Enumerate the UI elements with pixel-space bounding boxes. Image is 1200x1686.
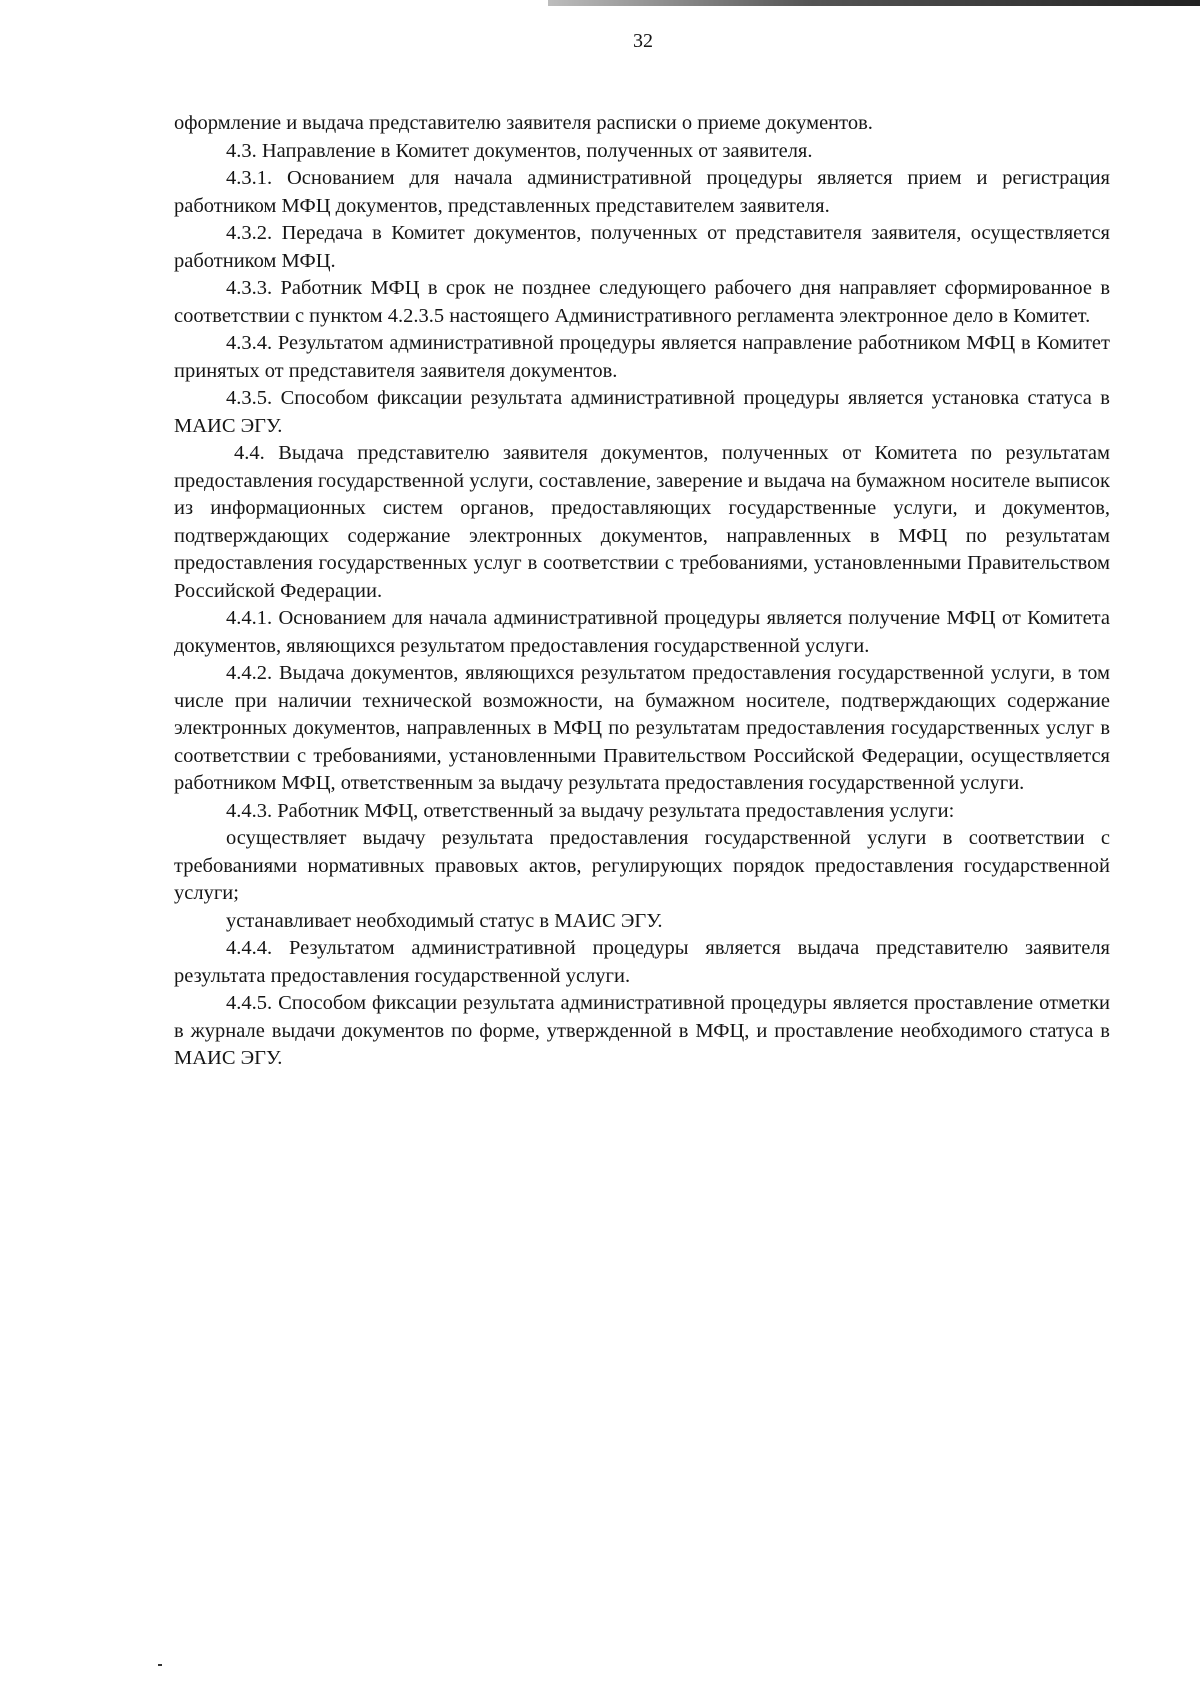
paragraph-4-4-3-item-1: осуществляет выдачу результата предоставления государственной услуги в соответствии с требованиями нормативных правовых актов, регулирующих порядок предоставления государственной услуги; bbox=[174, 827, 1110, 904]
scan-edge-bar bbox=[548, 0, 1200, 6]
paragraph-4-4-1: 4.4.1. Основанием для начала административной процедуры является получение МФЦ от Комитета документов, являющихся результатом предоставления государственной услуги. bbox=[174, 607, 1110, 657]
paragraph-4-4-2: 4.4.2. Выдача документов, являющихся результатом предоставления государственной услуги, в том числе при наличии технической возможности, на бумажном носителе, подтверждающих содержание электронных документов, направленных в МФЦ по результатам предоставления государственных услуг в соответствии с требованиями, установленными Правительством Российской Федерации, осуществляется работником МФЦ, ответственным за выдачу результата предоставления государственной услуги. bbox=[174, 662, 1110, 794]
paragraph-4-4-3: 4.4.3. Работник МФЦ, ответственный за выдачу результата предоставления услуги: bbox=[226, 799, 955, 822]
paragraph-4-3-5: 4.3.5. Способом фиксации результата административной процедуры является установка статуса в МАИС ЭГУ. bbox=[174, 387, 1110, 437]
paragraph-continuation: оформление и выдача представителю заявителя расписки о приеме документов. bbox=[174, 112, 873, 134]
paragraph-4-3-4: 4.3.4. Результатом административной процедуры является направление работником МФЦ в Комитет принятых от представителя заявителя документов. bbox=[174, 332, 1110, 382]
paragraph-4-3-3: 4.3.3. Работник МФЦ в срок не позднее следующего рабочего дня направляет сформированное в соответствии с пунктом 4.2.3.5 настоящего Административного регламента электронное дело в Комитет. bbox=[174, 277, 1110, 327]
paragraph-4-3-2: 4.3.2. Передача в Комитет документов, полученных от представителя заявителя, осуществляется работником МФЦ. bbox=[174, 222, 1110, 272]
paragraph-4-4: 4.4. Выдача представителю заявителя документов, полученных от Комитета по результатам предоставления государственной услуги, составление, заверение и выдача на бумажном носителе выписок из информационных систем органов, предоставляющих государственные услуги, и документов, подтверждающих содержание электронных документов, направленных в МФЦ по результатам предоставления государственных услуг в соответствии с требованиями, установленными Правительством Российской Федерации. bbox=[174, 442, 1110, 602]
paragraph-4-3-1: 4.3.1. Основанием для начала административной процедуры является прием и регистрация работником МФЦ документов, представленных представителем заявителя. bbox=[174, 167, 1110, 217]
paragraph-4-3: 4.3. Направление в Комитет документов, полученных от заявителя. bbox=[226, 139, 813, 162]
page-number: 32 bbox=[633, 30, 653, 52]
scan-speck bbox=[158, 1664, 162, 1666]
paragraph-4-4-3-item-2: устанавливает необходимый статус в МАИС ЭГУ. bbox=[226, 909, 663, 932]
paragraph-4-4-5: 4.4.5. Способом фиксации результата административной процедуры является проставление отметки в журнале выдачи документов по форме, утвержденной в МФЦ, и проставление необходимого статуса в МАИС ЭГУ. bbox=[174, 992, 1110, 1069]
document-body bbox=[174, 110, 1110, 1073]
paragraph-4-4-4: 4.4.4. Результатом административной процедуры является выдача представителю заявителя результата предоставления государственной услуги. bbox=[174, 937, 1110, 987]
